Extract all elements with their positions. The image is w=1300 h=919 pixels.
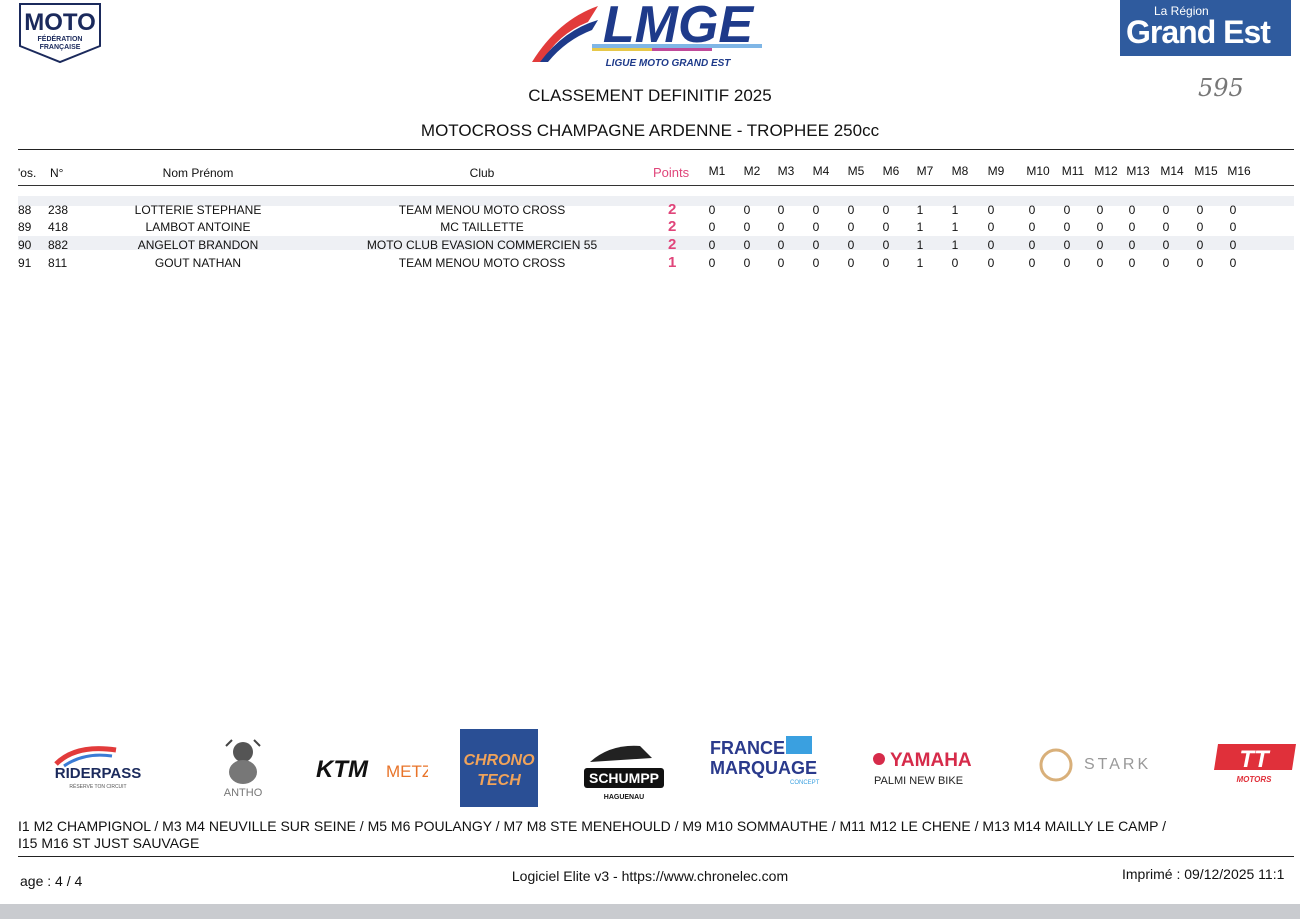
- cell-m5: 0: [847, 256, 855, 270]
- tt-text: TT: [1239, 746, 1269, 773]
- cell-m12: 0: [1096, 203, 1104, 217]
- cell-points: 2: [668, 236, 677, 253]
- sponsor-tt-motors: [1212, 740, 1298, 790]
- col-header-m13: M13: [1126, 164, 1150, 178]
- cell-m4: 0: [812, 220, 820, 234]
- cell-m9: 0: [987, 238, 995, 252]
- cell-m10: 0: [1028, 220, 1036, 234]
- chrono-line1: CHRONO: [463, 752, 535, 769]
- sponsor-france-marquage: [706, 734, 824, 800]
- col-header-m6: M6: [882, 164, 900, 178]
- rounds-header: [0, 164, 1300, 180]
- table-header-divider: [18, 185, 1294, 186]
- ktm-text: KTM: [316, 756, 368, 783]
- cell-m11: 0: [1063, 220, 1071, 234]
- cell-m10: 0: [1028, 203, 1036, 217]
- cell-m3: 0: [777, 203, 785, 217]
- sponsor-yamaha: [870, 746, 986, 790]
- cell-num: 238: [48, 203, 69, 217]
- cell-m14: 0: [1162, 203, 1170, 217]
- cell-m12: 0: [1096, 256, 1104, 270]
- cell-m6: 0: [882, 256, 890, 270]
- cell-m14: 0: [1162, 256, 1170, 270]
- grand-est-logo: [1120, 0, 1291, 56]
- cell-name: GOUT NATHAN: [154, 256, 242, 270]
- yamaha-text: YAMAHA: [890, 750, 972, 771]
- ffm-logo: [14, 0, 106, 64]
- cell-m2: 0: [743, 256, 751, 270]
- schumpp-sub: HAGUENAU: [603, 794, 645, 801]
- page-subtitle: MOTOCROSS CHAMPAGNE ARDENNE - TROPHEE 250cc: [420, 121, 880, 140]
- cell-m4: 0: [812, 256, 820, 270]
- cell-num: 418: [48, 220, 69, 234]
- stark-text: STARK: [1084, 756, 1152, 773]
- cell-club: TEAM MENOU MOTO CROSS: [398, 256, 566, 270]
- cell-m15: 0: [1196, 220, 1204, 234]
- cell-m15: 0: [1196, 203, 1204, 217]
- cell-m13: 0: [1128, 203, 1136, 217]
- cell-name: ANGELOT BRANDON: [137, 238, 259, 252]
- cell-club: MC TAILLETTE: [440, 220, 524, 234]
- cell-m9: 0: [987, 220, 995, 234]
- scan-edge: [0, 904, 1300, 919]
- handwritten-note-text: 595: [1198, 74, 1244, 102]
- table-row: [0, 256, 1300, 274]
- col-header-m14: M14: [1160, 164, 1184, 178]
- sponsor-chrono-tech: [460, 729, 538, 807]
- round-locations-line1: I1 M2 CHAMPIGNOL / M3 M4 NEUVILLE SUR SEINE / M5 M6 POULANGY / M7 M8 STE MENEHOULD / M9 M10 SOMMAUTHE / M11 M12 LE CHENE / M13 M14 MAILLY LE CAMP /: [18, 818, 1167, 834]
- riderpass-sub: RÉSERVE TON CIRCUIT: [69, 784, 127, 790]
- software-credit: Logiciel Elite v3 - https://www.chronelec.com: [511, 868, 789, 884]
- grand-est-big: Grand Est: [1126, 14, 1270, 50]
- sponsor-schumpp: [580, 738, 668, 802]
- lmge-logo: [528, 0, 778, 72]
- cell-points: 1: [668, 254, 677, 271]
- cell-m3: 0: [777, 238, 785, 252]
- col-header-m7: M7: [916, 164, 934, 178]
- cell-points: 2: [668, 201, 677, 218]
- col-header-m10: M10: [1026, 164, 1050, 178]
- cell-m1: 0: [708, 220, 716, 234]
- cell-m13: 0: [1128, 238, 1136, 252]
- col-header-m16: M16: [1227, 164, 1251, 178]
- cell-m6: 0: [882, 220, 890, 234]
- cell-m15: 0: [1196, 238, 1204, 252]
- cell-m12: 0: [1096, 220, 1104, 234]
- cell-name: LAMBOT ANTOINE: [145, 220, 251, 234]
- schumpp-text: SCHUMPP: [588, 770, 660, 786]
- header-divider: [18, 149, 1294, 150]
- col-header-m12: M12: [1094, 164, 1118, 178]
- ffm-logo-text: MOTO: [24, 9, 96, 36]
- cell-m2: 0: [743, 220, 751, 234]
- riderpass-text: RIDERPASS: [54, 765, 142, 782]
- cell-m11: 0: [1063, 256, 1071, 270]
- tt-sub: MOTORS: [1236, 775, 1272, 784]
- cell-m11: 0: [1063, 238, 1071, 252]
- cell-m15: 0: [1196, 256, 1204, 270]
- cell-m14: 0: [1162, 238, 1170, 252]
- table-row: [0, 220, 1300, 238]
- page-number: age : 4 / 4: [20, 873, 83, 889]
- cell-m4: 0: [812, 238, 820, 252]
- cell-m10: 0: [1028, 238, 1036, 252]
- col-header-m5: M5: [847, 164, 865, 178]
- cell-m16: 0: [1229, 256, 1237, 270]
- cell-m11: 0: [1063, 203, 1071, 217]
- cell-m6: 0: [882, 238, 890, 252]
- grand-est-small: La Région: [1154, 4, 1209, 18]
- cell-m9: 0: [987, 203, 995, 217]
- cell-m5: 0: [847, 220, 855, 234]
- cell-m5: 0: [847, 203, 855, 217]
- cell-m3: 0: [777, 220, 785, 234]
- ktm-sub: METZ: [386, 762, 428, 781]
- cell-m8: 0: [951, 256, 959, 270]
- cell-m8: 1: [951, 220, 959, 234]
- cell-m1: 0: [708, 256, 716, 270]
- cell-m10: 0: [1028, 256, 1036, 270]
- cell-pos: 91: [18, 256, 32, 270]
- france-line1: FRANCE: [710, 738, 785, 758]
- cell-m2: 0: [743, 238, 751, 252]
- col-header-name: Nom Prénom: [162, 166, 234, 180]
- cell-m1: 0: [708, 238, 716, 252]
- col-header-m2: M2: [743, 164, 761, 178]
- cell-name: LOTTERIE STEPHANE: [134, 203, 262, 217]
- col-header-m3: M3: [777, 164, 795, 178]
- cell-points: 2: [668, 218, 677, 235]
- col-header-m11: M11: [1061, 164, 1085, 178]
- cell-m13: 0: [1128, 220, 1136, 234]
- cell-m16: 0: [1229, 220, 1237, 234]
- col-header-points: Points: [653, 165, 690, 180]
- france-sub: CONCEPT: [790, 780, 820, 786]
- table-row: [0, 238, 1300, 256]
- chrono-line2: TECH: [477, 772, 521, 789]
- cell-m16: 0: [1229, 238, 1237, 252]
- col-header-pos: 'os.: [18, 166, 37, 180]
- cell-m9: 0: [987, 256, 995, 270]
- cell-m8: 1: [951, 203, 959, 217]
- cell-club: MOTO CLUB EVASION COMMERCIEN 55: [366, 238, 598, 252]
- cell-m12: 0: [1096, 238, 1104, 252]
- france-line2: MARQUAGE: [710, 758, 817, 778]
- footer-divider: [18, 856, 1294, 857]
- round-locations-line2: I15 M16 ST JUST SAUVAGE: [18, 835, 200, 851]
- cell-m4: 0: [812, 203, 820, 217]
- cell-m7: 1: [916, 238, 924, 252]
- cell-num: 882: [48, 238, 69, 252]
- cell-pos: 88: [18, 203, 32, 217]
- col-header-num: N°: [50, 166, 64, 180]
- antho-text: ANTHO: [223, 787, 263, 799]
- sponsor-antho: [212, 736, 274, 804]
- cell-m1: 0: [708, 203, 716, 217]
- cell-pos: 89: [18, 220, 32, 234]
- printed-date: Imprimé : 09/12/2025 11:1: [1122, 866, 1285, 882]
- cell-m5: 0: [847, 238, 855, 252]
- lmge-logo-text: LMGE: [602, 0, 754, 54]
- cell-m2: 0: [743, 203, 751, 217]
- round-locations: [18, 818, 1294, 852]
- sponsor-riderpass: [36, 740, 162, 796]
- cell-m13: 0: [1128, 256, 1136, 270]
- cell-num: 811: [48, 256, 68, 270]
- ffm-logo-sub2: FRANÇAISE: [39, 44, 81, 51]
- col-header-club: Club: [469, 166, 495, 180]
- cell-m8: 1: [951, 238, 959, 252]
- col-header-m15: M15: [1194, 164, 1218, 178]
- cell-m7: 1: [916, 220, 924, 234]
- cell-m14: 0: [1162, 220, 1170, 234]
- lmge-logo-sub: LIGUE MOTO GRAND EST: [605, 58, 731, 69]
- col-header-m8: M8: [951, 164, 969, 178]
- cell-m3: 0: [777, 256, 785, 270]
- cell-m16: 0: [1229, 203, 1237, 217]
- cell-club: TEAM MENOU MOTO CROSS: [398, 203, 566, 217]
- ffm-logo-sub1: FÉDÉRATION: [37, 36, 83, 43]
- cell-m7: 1: [916, 256, 924, 270]
- table-row: [0, 203, 1300, 221]
- cell-m6: 0: [882, 203, 890, 217]
- cell-pos: 90: [18, 238, 32, 252]
- col-header-m4: M4: [812, 164, 830, 178]
- page-title: CLASSEMENT DEFINITIF 2025: [528, 86, 772, 105]
- col-header-m1: M1: [708, 164, 726, 178]
- sponsor-stark: [1036, 744, 1176, 786]
- sponsor-ktm: [316, 754, 428, 784]
- yamaha-sub: PALMI NEW BIKE: [874, 775, 964, 787]
- col-header-m9: M9: [987, 164, 1005, 178]
- cell-m7: 1: [916, 203, 924, 217]
